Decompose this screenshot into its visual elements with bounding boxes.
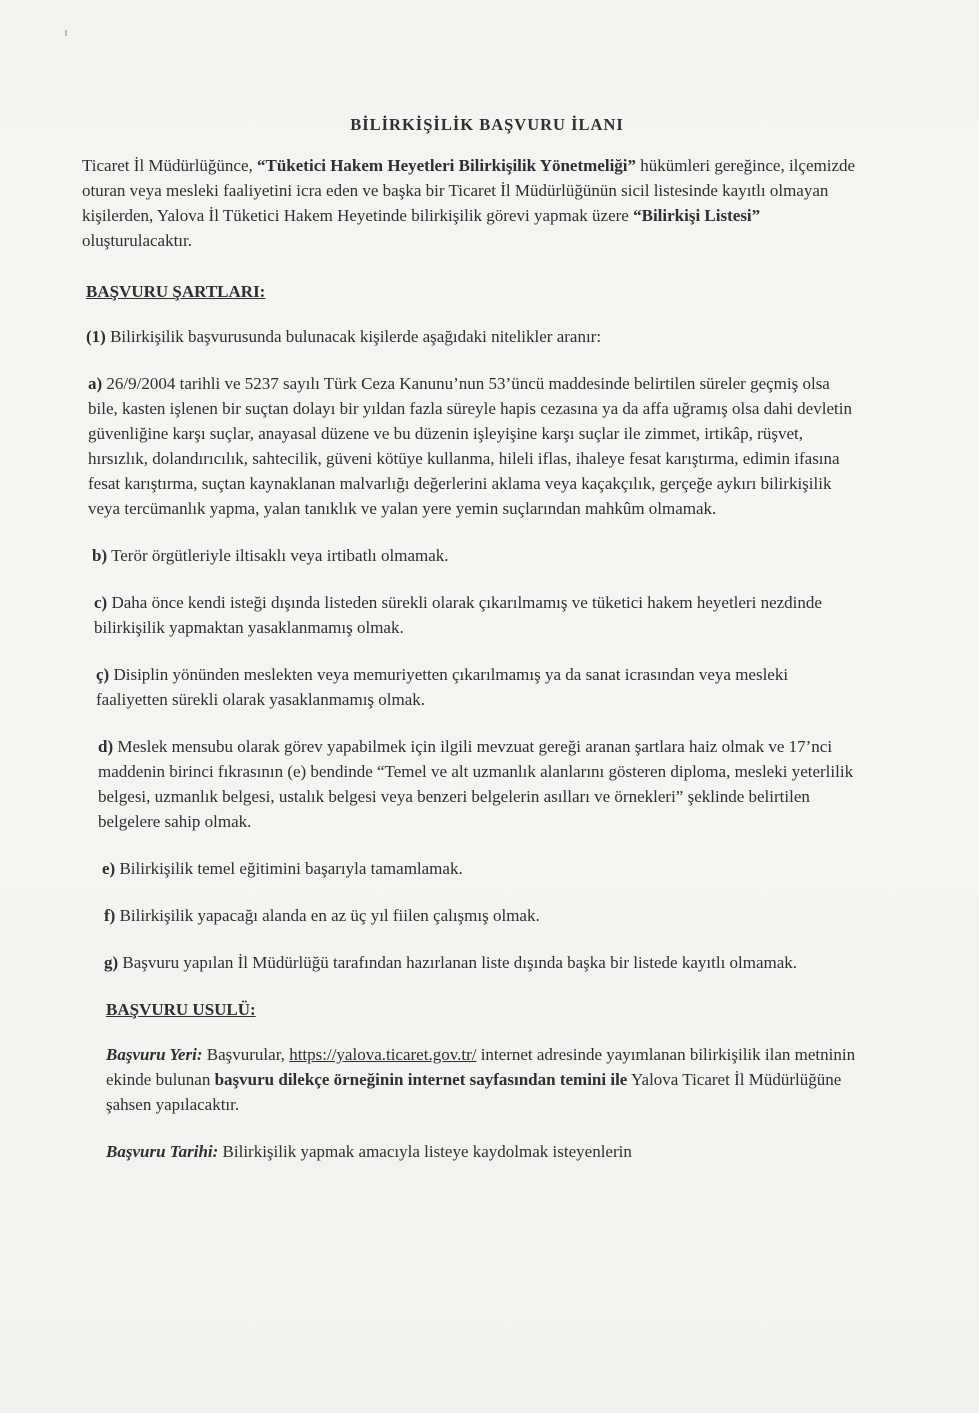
item-label: ç) bbox=[96, 665, 110, 684]
requirement-item-e bbox=[82, 856, 862, 881]
item-label: c) bbox=[94, 593, 108, 612]
item-label: f) bbox=[104, 906, 116, 925]
item-text: Başvuru yapılan İl Müdürlüğü tarafından hazırlanan liste dışında başka bir listede kayıtlı olmamak. bbox=[118, 953, 798, 972]
item-label: e) bbox=[102, 859, 116, 878]
item-text: Bilirkişilik temel eğitimini başarıyla tamamlamak. bbox=[115, 859, 463, 878]
item-text: Daha önce kendi isteği dışında listeden sürekli olarak çıkarılmamış ve tüketici hakem heyetleri nezdinde bilirkişilik yapmaktan yasaklanmamış olmak. bbox=[94, 593, 822, 637]
intro-text: hükümleri gereğince, ilçemizde oturan veya mesleki faaliyetini icra eden ve başka bir Ticaret İl Müdürlüğünün sicil listesinde kayıtlı olmayan kişilerden, Yalova İl Tüketici Hakem Heyetinde bilirkişilik görevi yapmak üzere bbox=[82, 156, 856, 225]
place-text: internet adresinde yayımlanan bilirkişilik ilan metninin ekinde bulunan bbox=[106, 1045, 856, 1089]
list-name: “Bilirkişi Listesi” bbox=[633, 206, 761, 225]
place-text: Başvurular, bbox=[202, 1045, 290, 1064]
regulation-name: “Tüketici Hakem Heyetleri Bilirkişilik Yönetmeliği” bbox=[257, 156, 637, 175]
item-text: Meslek mensubu olarak görev yapabilmek için ilgili mevzuat gereği aranan şartlara haiz olmak ve 17’nci maddenin birinci fıkrasının (e) bendinde “Temel ve alt uzmanlık alanlarını gösteren diploma, mesleki yeterlilik belgesi, uzmanlık belgesi, ustalık belgesi veya benzeri belgelerin asılları ve örnekleri” şeklinde belirtilen belgelere sahip olmak. bbox=[98, 737, 854, 831]
place-emphasis: başvuru dilekçe örneğinin internet sayfasından temini ile bbox=[214, 1070, 628, 1089]
item-label: g) bbox=[104, 953, 119, 972]
requirements-heading: BAŞVURU ŞARTLARI: bbox=[86, 282, 266, 301]
requirement-item-f bbox=[82, 903, 862, 928]
requirement-item-b bbox=[82, 543, 862, 568]
requirement-item-c bbox=[82, 590, 862, 640]
intro-paragraph bbox=[82, 153, 862, 253]
requirement-item-a bbox=[82, 371, 862, 521]
intro-text: oluşturulacaktır. bbox=[82, 231, 193, 250]
date-text: Bilirkişilik yapmak amacıyla listeye kaydolmak isteyenlerin bbox=[218, 1142, 632, 1161]
item-text: Bilirkişilik yapacağı alanda en az üç yıl fiilen çalışmış olmak. bbox=[115, 906, 540, 925]
item-label: a) bbox=[88, 374, 103, 393]
requirements-lead bbox=[82, 324, 862, 349]
document-body bbox=[82, 112, 862, 1186]
application-place bbox=[82, 1042, 862, 1117]
requirement-item-g bbox=[82, 950, 862, 975]
place-label: Başvuru Yeri: bbox=[106, 1045, 203, 1064]
requirement-item-d bbox=[82, 734, 862, 834]
page-title: BİLİRKİŞİLİK BAŞVURU İLANI bbox=[350, 115, 624, 134]
application-date bbox=[82, 1139, 862, 1164]
item-label: b) bbox=[92, 546, 108, 565]
requirement-item-cc bbox=[82, 662, 862, 712]
item-text: 26/9/2004 tarihli ve 5237 sayılı Türk Ceza Kanunu’nun 53’üncü maddesinde belirtilen süreler geçmiş olsa bile, kasten işlenen bir suçtan dolayı bir yıldan fazla süreyle hapis cezasına ya da affa uğramış olsa dahi devletin güvenliğine karşı suçlar, anayasal düzene ve bu düzenin işleyişine karşı suçlar ile zimmet, irtikâp, rüşvet, hırsızlık, dolandırıcılık, sahtecilik, güveni kötüye kullanma, hileli iflas, ihaleye fesat karıştırma, edimin ifasına fesat karıştırma, suçtan kaynaklanan malvarlığı değerlerini aklama veya kaçakçılık, gerçeğe aykırı bilirkişilik veya tercümanlık yapma, yalan tanıklık ve yalan yere yemin suçlarından mahkûm olmamak. bbox=[88, 374, 852, 518]
procedure-heading: BAŞVURU USULÜ: bbox=[106, 1000, 256, 1019]
date-label: Başvuru Tarihi: bbox=[106, 1142, 219, 1161]
intro-text: Ticaret İl Müdürlüğünce, bbox=[82, 156, 258, 175]
paper-mark bbox=[65, 30, 67, 36]
website-link[interactable]: https://yalova.ticaret.gov.tr/ bbox=[289, 1045, 477, 1064]
place-text: Yalova Ticaret İl Müdürlüğüne şahsen yapılacaktır. bbox=[106, 1070, 842, 1114]
item-label: d) bbox=[98, 737, 114, 756]
item-label: (1) bbox=[86, 327, 106, 346]
item-text: Disiplin yönünden meslekten veya memuriyetten çıkarılmamış ya da sanat icrasından veya mesleki faaliyetten sürekli olarak yasaklanmamış olmak. bbox=[96, 665, 789, 709]
item-text: Terör örgütleriyle iltisaklı veya irtibatlı olmamak. bbox=[107, 546, 449, 565]
item-text: Bilirkişilik başvurusunda bulunacak kişilerde aşağıdaki nitelikler aranır: bbox=[105, 327, 602, 346]
